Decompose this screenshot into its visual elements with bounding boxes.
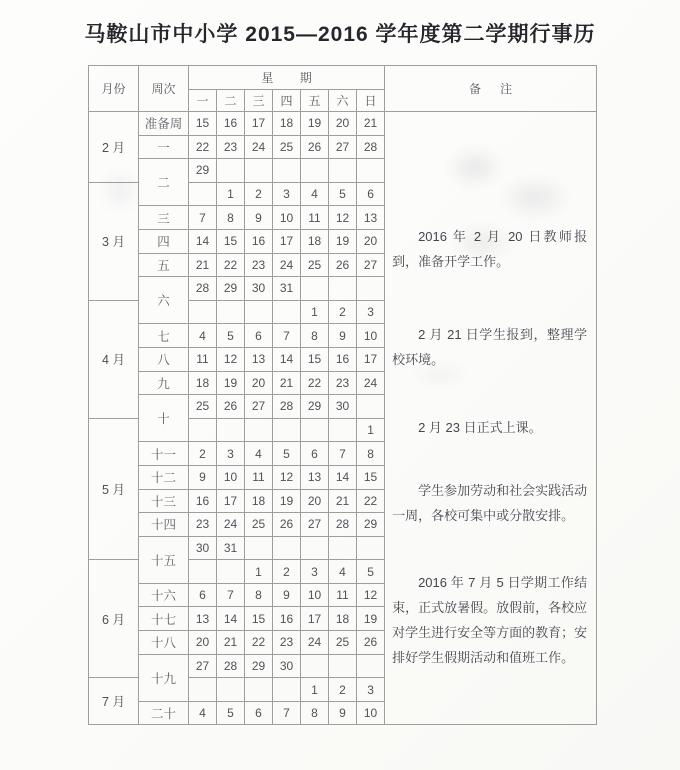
day-cell: 15 (357, 465, 385, 489)
day-cell: 17 (273, 229, 301, 253)
day-cell: 4 (329, 560, 357, 584)
day-cell: 3 (357, 678, 385, 702)
day-cell: 30 (273, 654, 301, 678)
month-column-header: 月份 (89, 66, 139, 112)
weekday-header-fri: 五 (301, 90, 329, 112)
day-cell: 5 (217, 701, 245, 725)
week-cell: 准备周 (139, 112, 189, 136)
day-cell: 25 (273, 135, 301, 159)
day-cell: 29 (245, 654, 273, 678)
day-cell: 8 (301, 324, 329, 348)
day-cell: 11 (329, 583, 357, 607)
day-cell: 18 (189, 371, 217, 395)
day-cell: 17 (301, 607, 329, 631)
day-cell: 28 (329, 513, 357, 537)
day-cell: 24 (245, 135, 273, 159)
day-cell: 3 (273, 182, 301, 206)
day-cell: 26 (301, 135, 329, 159)
day-cell: 7 (217, 583, 245, 607)
note-paragraph: 2 月 21 日学生报到，整理学校环境。 (392, 327, 588, 367)
day-cell (301, 654, 329, 678)
week-cell: 十 (139, 395, 189, 442)
day-cell: 23 (217, 135, 245, 159)
note-paragraph: 2016 年 7 月 5 日学期工作结束，正式放暑假。放假前，各校应对学生进行安全等方面的教育；安排好学生假期活动和值班工作。 (392, 575, 588, 665)
day-cell: 20 (357, 229, 385, 253)
week-cell: 八 (139, 347, 189, 371)
week-cell: 十三 (139, 489, 189, 513)
day-cell: 1 (301, 678, 329, 702)
day-cell: 22 (301, 371, 329, 395)
day-cell: 7 (189, 206, 217, 230)
notes-column-header: 备注 (385, 66, 597, 112)
day-cell: 6 (357, 182, 385, 206)
day-cell: 18 (273, 112, 301, 136)
day-cell (273, 159, 301, 183)
note-paragraph: 2 月 23 日正式上课。 (418, 420, 542, 435)
day-cell: 16 (329, 347, 357, 371)
day-cell: 8 (245, 583, 273, 607)
day-cell: 6 (245, 701, 273, 725)
day-cell: 13 (189, 607, 217, 631)
month-cell: 5 月 (89, 418, 139, 560)
day-cell: 27 (357, 253, 385, 277)
day-cell: 19 (273, 489, 301, 513)
day-cell: 21 (217, 631, 245, 655)
day-cell: 10 (357, 324, 385, 348)
week-cell: 十四 (139, 513, 189, 537)
day-cell: 25 (329, 631, 357, 655)
week-cell: 二 (139, 159, 189, 206)
calendar-table-header (89, 66, 597, 112)
day-cell: 4 (301, 182, 329, 206)
day-cell: 14 (217, 607, 245, 631)
day-cell: 23 (245, 253, 273, 277)
day-cell: 3 (217, 442, 245, 466)
week-cell: 十五 (139, 536, 189, 583)
day-cell: 24 (273, 253, 301, 277)
day-cell: 29 (189, 159, 217, 183)
day-cell: 21 (273, 371, 301, 395)
weekday-header-tue: 二 (217, 90, 245, 112)
day-cell: 9 (329, 324, 357, 348)
day-cell: 18 (301, 229, 329, 253)
day-cell: 29 (301, 395, 329, 419)
day-cell: 26 (217, 395, 245, 419)
day-cell: 8 (217, 206, 245, 230)
day-cell: 21 (189, 253, 217, 277)
day-cell (217, 678, 245, 702)
day-cell: 7 (273, 701, 301, 725)
day-cell: 14 (329, 465, 357, 489)
day-cell (217, 159, 245, 183)
day-cell: 3 (357, 300, 385, 324)
day-cell (189, 300, 217, 324)
weekday-header-sun: 日 (357, 90, 385, 112)
day-cell (329, 159, 357, 183)
week-cell: 五 (139, 253, 189, 277)
day-cell: 16 (189, 489, 217, 513)
day-cell (301, 277, 329, 301)
week-cell: 十六 (139, 583, 189, 607)
day-cell: 5 (357, 560, 385, 584)
day-cell: 22 (217, 253, 245, 277)
day-cell: 4 (189, 324, 217, 348)
day-cell (273, 300, 301, 324)
day-cell: 28 (273, 395, 301, 419)
day-cell: 24 (217, 513, 245, 537)
week-cell: 十一 (139, 442, 189, 466)
page-title: 马鞍山市中小学 2015—2016 学年度第二学期行事历 (84, 23, 596, 46)
day-cell: 13 (301, 465, 329, 489)
day-cell: 15 (301, 347, 329, 371)
day-cell (329, 536, 357, 560)
day-cell (301, 536, 329, 560)
week-cell: 三 (139, 206, 189, 230)
day-cell (217, 560, 245, 584)
day-cell: 21 (329, 489, 357, 513)
day-cell: 18 (329, 607, 357, 631)
day-cell (245, 536, 273, 560)
day-cell: 19 (301, 112, 329, 136)
day-cell: 26 (329, 253, 357, 277)
day-cell: 15 (245, 607, 273, 631)
day-cell: 27 (301, 513, 329, 537)
day-cell: 27 (189, 654, 217, 678)
day-cell (245, 159, 273, 183)
day-cell (217, 300, 245, 324)
week-cell: 一 (139, 135, 189, 159)
day-cell: 5 (217, 324, 245, 348)
day-cell: 28 (357, 135, 385, 159)
week-cell: 十八 (139, 631, 189, 655)
day-cell (357, 277, 385, 301)
day-cell: 2 (329, 678, 357, 702)
day-cell: 9 (245, 206, 273, 230)
week-cell: 九 (139, 371, 189, 395)
day-cell: 8 (357, 442, 385, 466)
day-cell: 26 (357, 631, 385, 655)
weekday-header-wed: 三 (245, 90, 273, 112)
day-cell: 14 (273, 347, 301, 371)
day-cell: 26 (273, 513, 301, 537)
day-cell: 10 (217, 465, 245, 489)
day-cell: 15 (217, 229, 245, 253)
month-cell: 2 月 (89, 112, 139, 183)
notes-cell (385, 112, 597, 725)
day-cell: 29 (357, 513, 385, 537)
week-cell: 十九 (139, 654, 189, 701)
day-cell (189, 560, 217, 584)
day-cell (245, 418, 273, 442)
note-paragraph: 2016 年 2 月 20 日教师报到，准备开学工作。 (392, 229, 588, 269)
day-cell: 10 (301, 583, 329, 607)
day-cell: 25 (245, 513, 273, 537)
day-cell: 28 (217, 654, 245, 678)
day-cell: 20 (189, 631, 217, 655)
day-cell: 2 (273, 560, 301, 584)
day-cell: 24 (301, 631, 329, 655)
week-cell: 十七 (139, 607, 189, 631)
day-cell: 19 (357, 607, 385, 631)
day-cell: 9 (273, 583, 301, 607)
month-cell: 4 月 (89, 300, 139, 418)
day-cell: 27 (245, 395, 273, 419)
day-cell (273, 678, 301, 702)
day-cell (245, 678, 273, 702)
day-cell: 23 (189, 513, 217, 537)
day-cell: 25 (301, 253, 329, 277)
weekday-header-mon: 一 (189, 90, 217, 112)
day-cell: 17 (357, 347, 385, 371)
day-cell (301, 159, 329, 183)
day-cell: 13 (245, 347, 273, 371)
day-cell (357, 654, 385, 678)
day-cell (329, 277, 357, 301)
month-cell: 7 月 (89, 678, 139, 725)
day-cell (329, 654, 357, 678)
day-cell (301, 418, 329, 442)
day-cell: 30 (189, 536, 217, 560)
day-cell: 2 (329, 300, 357, 324)
day-cell: 29 (217, 277, 245, 301)
day-cell: 25 (189, 395, 217, 419)
day-cell: 16 (273, 607, 301, 631)
day-cell: 17 (217, 489, 245, 513)
day-cell: 10 (273, 206, 301, 230)
day-cell: 12 (329, 206, 357, 230)
day-cell: 9 (329, 701, 357, 725)
day-cell: 17 (245, 112, 273, 136)
day-cell (273, 418, 301, 442)
day-cell: 23 (329, 371, 357, 395)
day-cell (357, 159, 385, 183)
day-cell: 28 (189, 277, 217, 301)
day-cell: 21 (357, 112, 385, 136)
day-cell: 30 (329, 395, 357, 419)
day-cell: 11 (189, 347, 217, 371)
week-cell: 四 (139, 229, 189, 253)
day-cell: 7 (329, 442, 357, 466)
day-cell (357, 395, 385, 419)
day-cell (329, 418, 357, 442)
day-cell: 1 (357, 418, 385, 442)
day-cell: 4 (189, 701, 217, 725)
day-cell: 13 (357, 206, 385, 230)
day-cell (217, 418, 245, 442)
day-cell: 11 (301, 206, 329, 230)
day-cell: 9 (189, 465, 217, 489)
week-cell: 十二 (139, 465, 189, 489)
day-cell: 5 (273, 442, 301, 466)
weekday-header-thu: 四 (273, 90, 301, 112)
day-cell: 10 (357, 701, 385, 725)
day-cell: 31 (217, 536, 245, 560)
day-cell (189, 678, 217, 702)
day-cell: 30 (245, 277, 273, 301)
day-cell (357, 536, 385, 560)
day-cell: 1 (217, 182, 245, 206)
day-cell (189, 182, 217, 206)
week-cell: 七 (139, 324, 189, 348)
day-cell: 22 (357, 489, 385, 513)
week-cell: 二十 (139, 701, 189, 725)
calendar-table (88, 65, 597, 725)
day-cell: 1 (301, 300, 329, 324)
day-cell: 22 (245, 631, 273, 655)
day-cell: 5 (329, 182, 357, 206)
calendar-table-body (89, 112, 597, 725)
day-cell: 2 (189, 442, 217, 466)
day-cell: 23 (273, 631, 301, 655)
day-cell: 16 (245, 229, 273, 253)
day-cell: 4 (245, 442, 273, 466)
day-cell: 19 (329, 229, 357, 253)
weekday-header-sat: 六 (329, 90, 357, 112)
day-cell: 2 (245, 182, 273, 206)
day-cell: 20 (329, 112, 357, 136)
day-cell: 12 (217, 347, 245, 371)
day-cell: 8 (301, 701, 329, 725)
day-cell: 7 (273, 324, 301, 348)
day-cell: 16 (217, 112, 245, 136)
day-cell: 12 (273, 465, 301, 489)
weekday-group-header: 星期 (189, 66, 385, 90)
day-cell: 24 (357, 371, 385, 395)
day-cell: 20 (245, 371, 273, 395)
day-cell: 22 (189, 135, 217, 159)
day-cell: 11 (245, 465, 273, 489)
day-cell: 6 (245, 324, 273, 348)
day-cell: 12 (357, 583, 385, 607)
day-cell: 1 (245, 560, 273, 584)
day-cell: 19 (217, 371, 245, 395)
day-cell: 20 (301, 489, 329, 513)
day-cell (245, 300, 273, 324)
day-cell: 15 (189, 112, 217, 136)
day-cell: 6 (301, 442, 329, 466)
day-cell: 27 (329, 135, 357, 159)
day-cell: 18 (245, 489, 273, 513)
day-cell (189, 418, 217, 442)
month-cell: 3 月 (89, 182, 139, 300)
table-row (89, 112, 597, 136)
day-cell: 14 (189, 229, 217, 253)
week-cell: 六 (139, 277, 189, 324)
day-cell: 3 (301, 560, 329, 584)
day-cell: 6 (189, 583, 217, 607)
day-cell (273, 536, 301, 560)
week-column-header: 周次 (139, 66, 189, 112)
month-cell: 6 月 (89, 560, 139, 678)
note-paragraph: 学生参加劳动和社会实践活动一周，各校可集中或分散安排。 (392, 483, 588, 523)
day-cell: 31 (273, 277, 301, 301)
